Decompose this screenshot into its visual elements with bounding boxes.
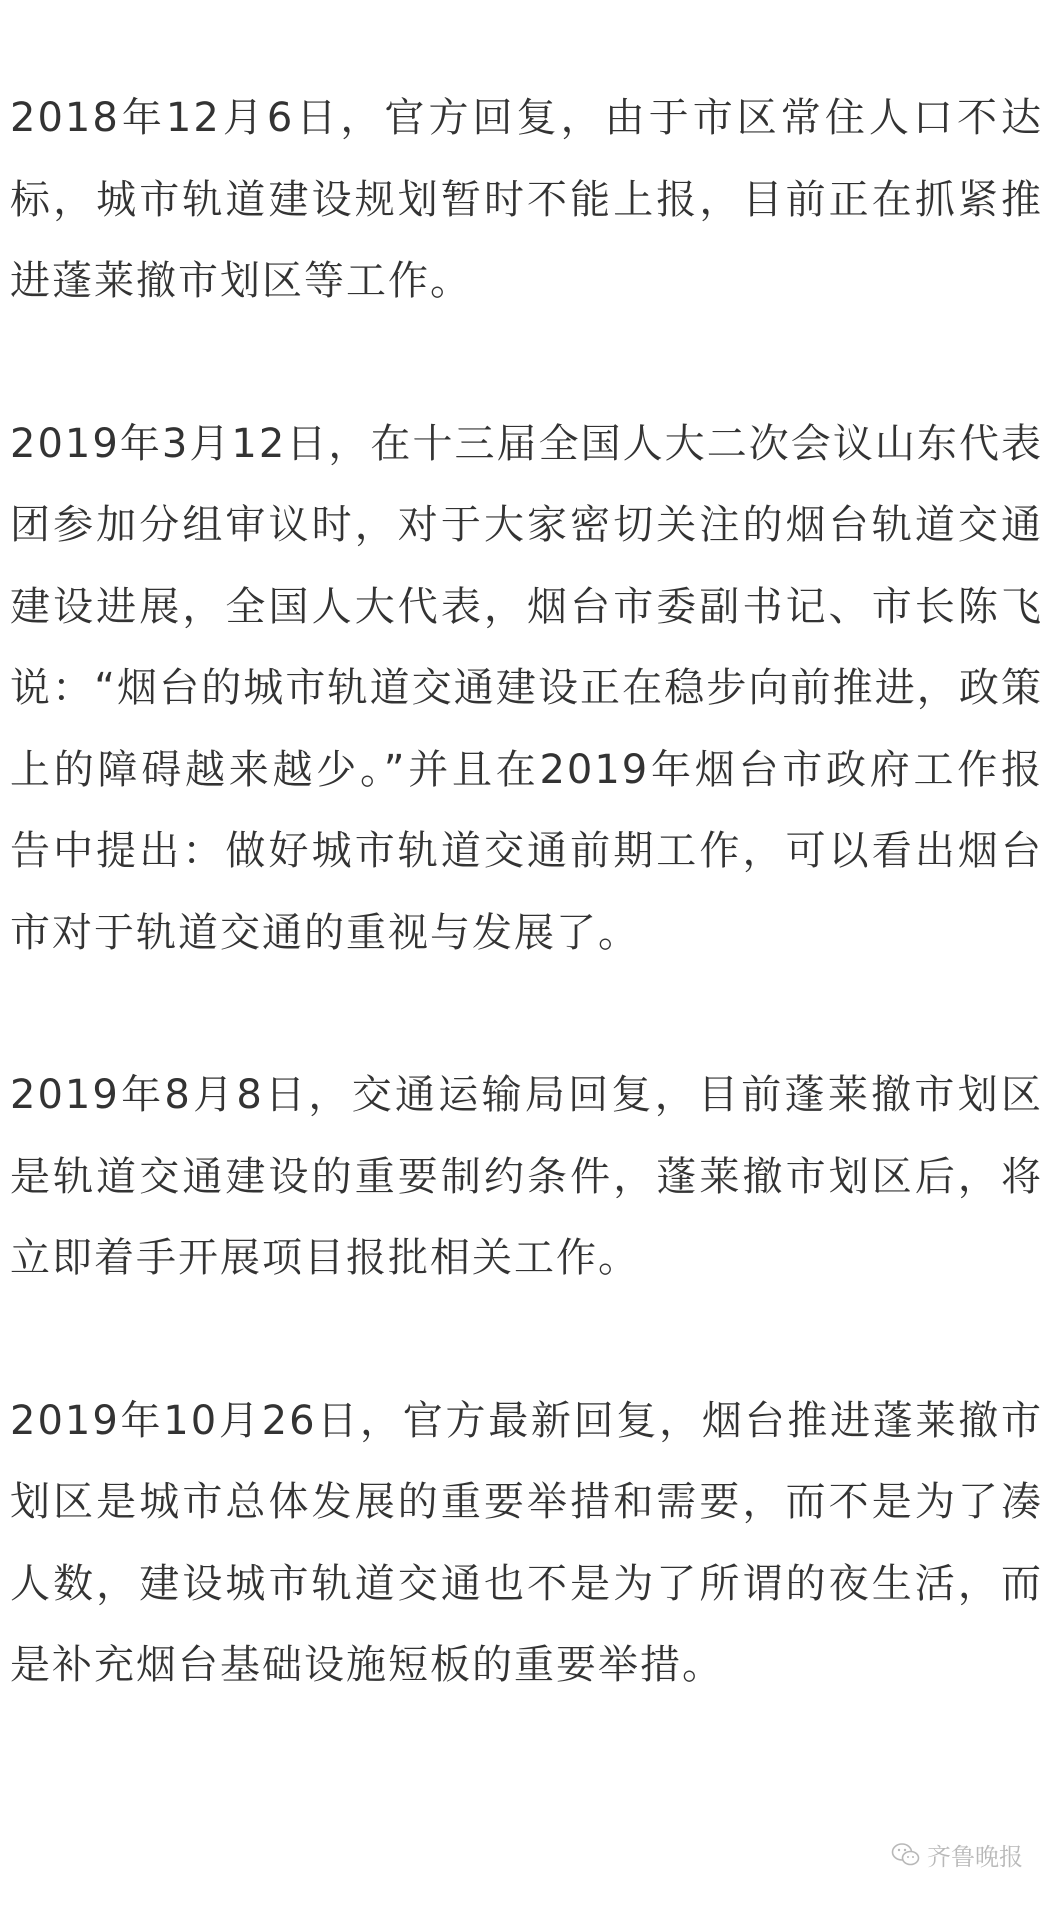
source-watermark xyxy=(891,1837,1023,1872)
article-body xyxy=(10,78,1043,1707)
wechat-icon xyxy=(891,1842,921,1868)
paragraph-4: 2019年10月26日，官方最新回复，烟台推进蓬莱撤市划区是城市总体发展的重要举措和需要，而不是为了凑人数，建设城市轨道交通也不是为了所谓的夜生活，而是补充烟台基础设施短板的重要举措。 xyxy=(10,1397,1043,1688)
paragraph-2: 2019年3月12日，在十三届全国人大二次会议山东代表团参加分组审议时，对于大家密切关注的烟台轨道交通建设进展，全国人大代表，烟台市委副书记、市长陈飞说：“烟台的城市轨道交通建设正在稳步向前推进，政策上的障碍越来越少。”并且在2019年烟台市政府工作报告中提出：做好城市轨道交通前期工作，可以看出烟台市对于轨道交通的重视与发展了。 xyxy=(10,420,1043,956)
paragraph-3: 2019年8月8日，交通运输局回复，目前蓬莱撤市划区是轨道交通建设的重要制约条件，蓬莱撤市划区后，将立即着手开展项目报批相关工作。 xyxy=(10,1072,1043,1281)
paragraph-1: 2018年12月6日，官方回复，由于市区常住人口不达标，城市轨道建设规划暂时不能上报，目前正在抓紧推进蓬莱撤市划区等工作。 xyxy=(10,95,1043,304)
watermark-text: 齐鲁晚报 xyxy=(927,1843,1023,1871)
